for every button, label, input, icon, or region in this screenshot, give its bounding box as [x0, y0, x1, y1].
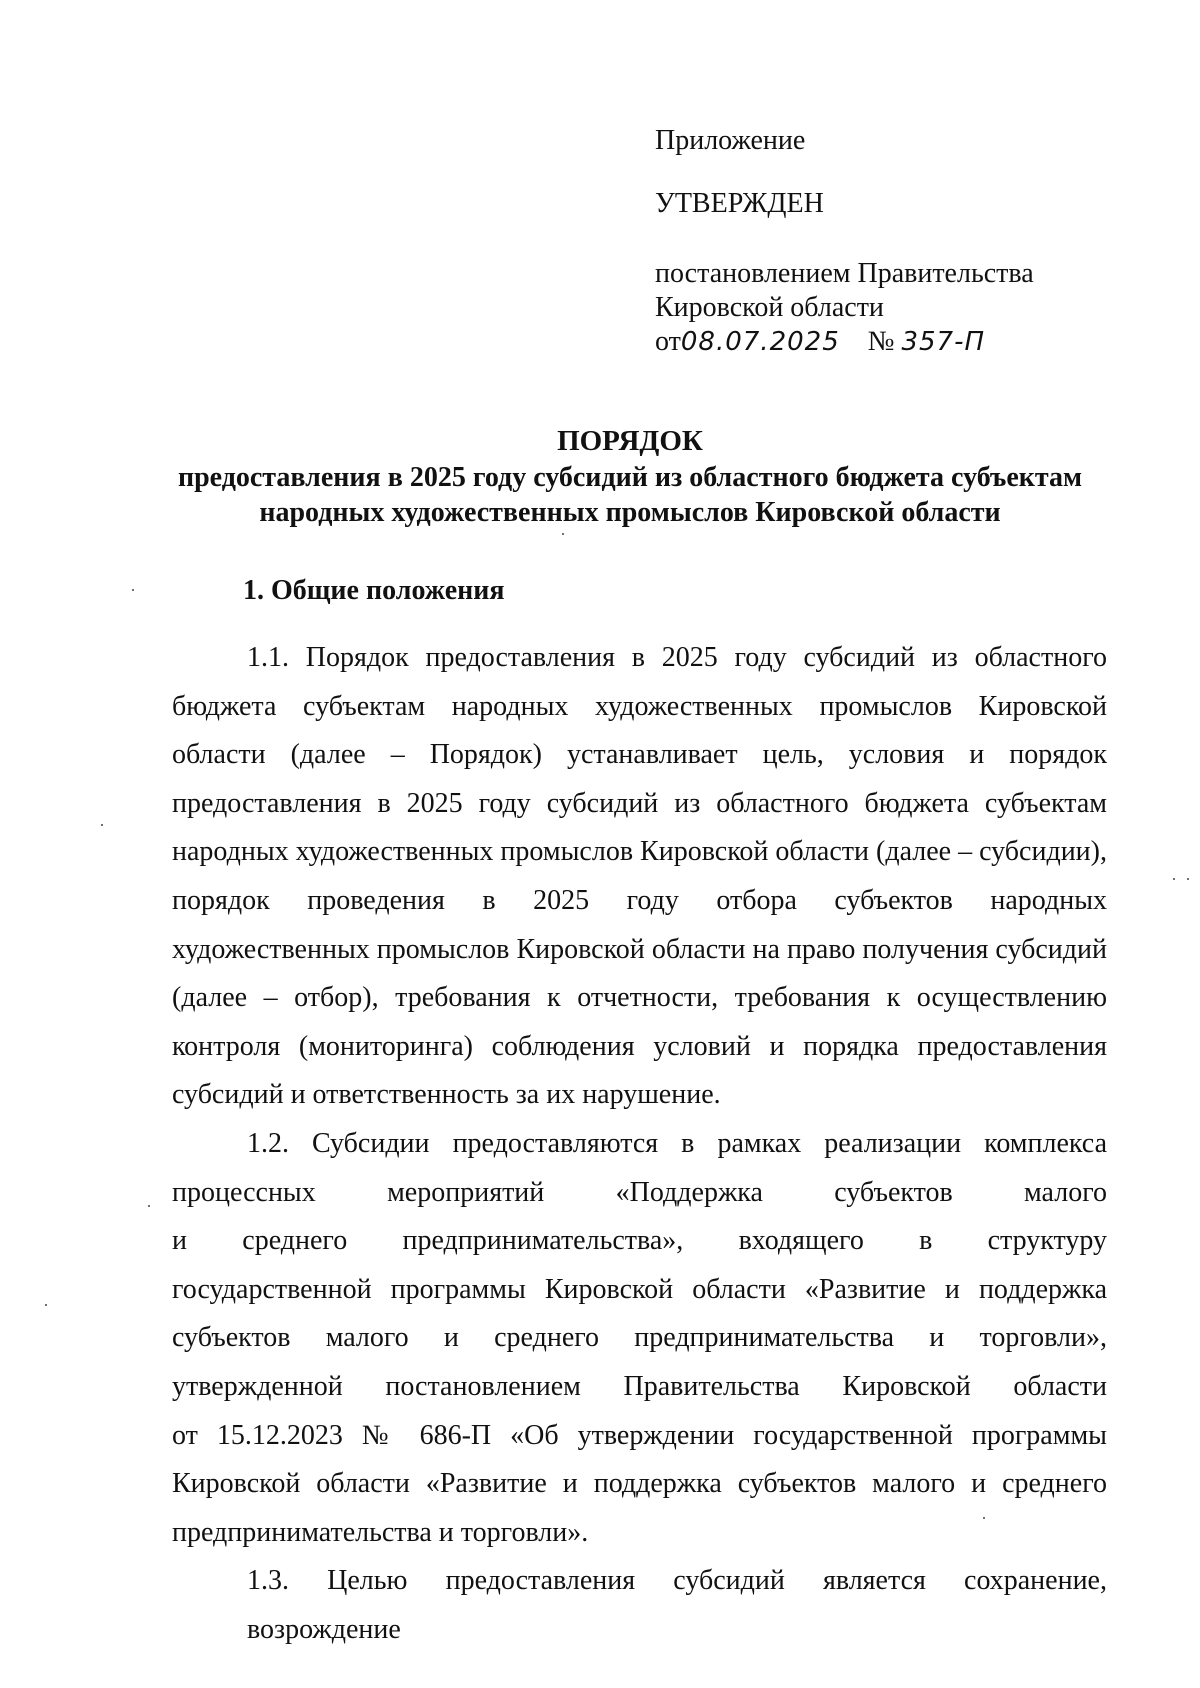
paragraph-1-2 [172, 1120, 1107, 1557]
text-line: субъектов малого и среднего предпринимательства и торговли», [172, 1322, 1107, 1354]
scan-speck [1187, 878, 1189, 880]
paragraph-1-1 [172, 634, 1107, 1120]
text-line: и среднего предпринимательства», входящего в структуру [172, 1225, 1107, 1257]
approved-by-line-1: постановлением Правительства [655, 258, 1034, 289]
text-line: области (далее – Порядок) устанавливает цель, условия и порядок [172, 739, 1107, 771]
scan-speck [1173, 878, 1175, 880]
scan-speck [101, 824, 103, 826]
handwritten-number: 357-П [901, 327, 986, 357]
approval-stamp-block [655, 124, 1095, 359]
text-line: 1.1. Порядок предоставления в 2025 году субсидий из областного [247, 642, 1107, 673]
document-title [160, 424, 1100, 530]
scan-speck [148, 1205, 150, 1207]
text-line: 1.3. Целью предоставления субсидий является сохранение, возрождение [247, 1565, 1107, 1645]
title-subtitle-line-1: предоставления в 2025 году субсидий из областного бюджета субъектам [177, 462, 1083, 493]
text-line: порядок проведения в 2025 году отбора субъектов народных [172, 884, 1107, 916]
approved-label: УТВЕРЖДЕН [655, 188, 824, 219]
scan-speck [45, 1304, 47, 1306]
document-body [172, 634, 1107, 1654]
appendix-label: Приложение [655, 125, 806, 156]
approved-by-line-2: Кировской области [655, 292, 884, 323]
approval-date-number-line [655, 325, 1095, 359]
text-line: бюджета субъектам народных художественных промыслов Кировской [172, 690, 1107, 722]
text-line: контроля (мониторинга) соблюдения условий и порядка предоставления [172, 1030, 1107, 1062]
text-line: Кировской области «Развитие и поддержка субъектов малого и среднего [172, 1468, 1107, 1500]
text-line: народных художественных промыслов Кировской области (далее – субсидии), [172, 836, 1107, 868]
scan-speck [562, 533, 564, 535]
title-main: ПОРЯДОК [557, 425, 703, 457]
number-prefix: № [867, 326, 895, 357]
text-line: государственной программы Кировской области «Развитие и поддержка [172, 1273, 1107, 1305]
text-line: предоставления в 2025 году субсидий из областного бюджета субъектам [172, 787, 1107, 819]
handwritten-date: 08.07.2025 [680, 327, 840, 357]
text-line: утвержденной постановлением Правительства Кировской области [172, 1370, 1107, 1402]
scan-speck [983, 1517, 985, 1519]
text-line: 1.2. Субсидии предоставляются в рамках реализации комплекса [247, 1127, 1107, 1159]
title-subtitle-line-2: народных художественных промыслов Кировской области [259, 497, 1001, 528]
text-line: предпринимательства и торговли». [172, 1516, 589, 1548]
text-line: процессных мероприятий «Поддержка субъектов малого [172, 1176, 1107, 1208]
section-heading-general-provisions: 1. Общие положения [243, 575, 505, 606]
text-line: (далее – отбор), требования к отчетности, требования к осуществлению [172, 982, 1107, 1014]
date-prefix: от [655, 326, 681, 357]
text-line: субсидий и ответственность за их нарушение. [172, 1079, 721, 1111]
text-line: от 15.12.2023 № 686-П «Об утверждении государственной программы [172, 1419, 1107, 1451]
scan-speck [132, 589, 134, 591]
paragraph-1-3 [172, 1557, 1107, 1654]
text-line: художественных промыслов Кировской области на право получения субсидий [172, 933, 1107, 965]
